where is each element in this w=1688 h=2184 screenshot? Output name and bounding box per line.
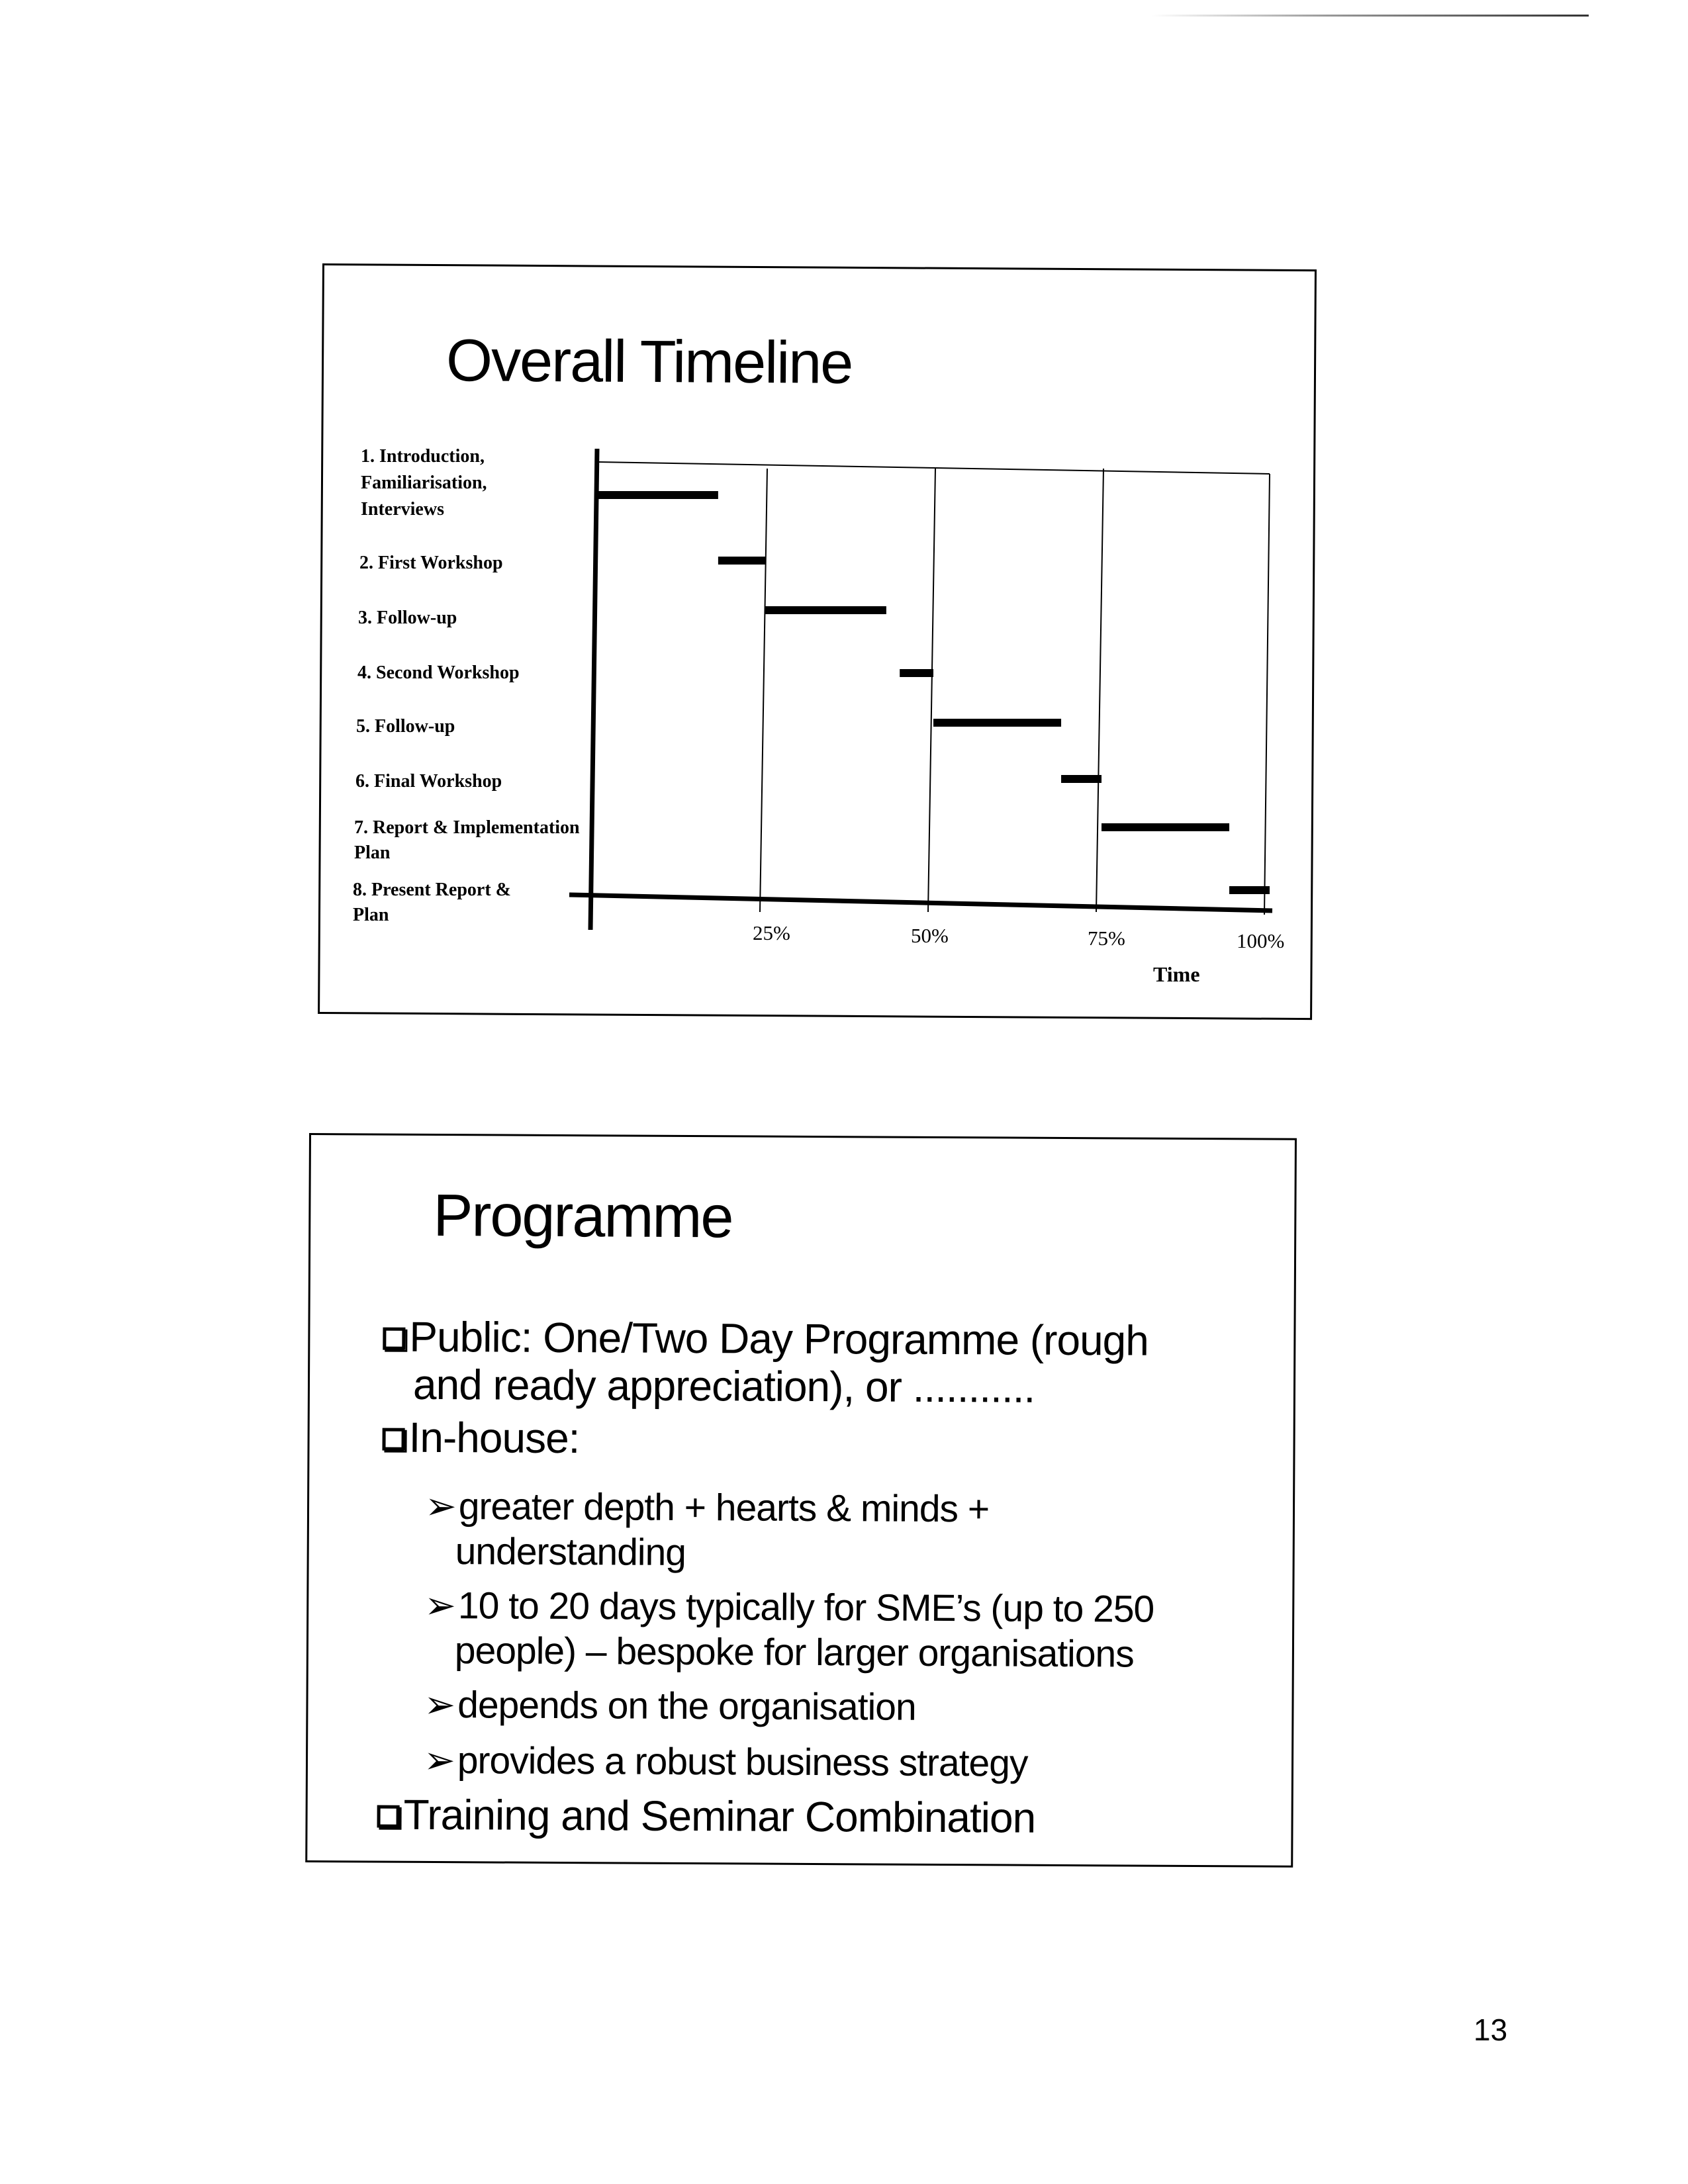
bullet-text: and ready appreciation), or ........... [412,1360,1035,1412]
task-label-line: Familiarisation, [361,473,487,493]
sub-bullet-4 [424,1738,1028,1786]
bullet-text: In-house: [408,1413,580,1463]
slide-title: Programme [433,1182,733,1251]
bullet-public [383,1313,1149,1412]
bullet-text: Public: One/Two Day Programme (rough [409,1312,1149,1365]
bullet-text: people) – bespoke for larger organisations [454,1629,1134,1676]
bullet-in-house [382,1414,579,1463]
checkbox-bullet-icon [382,1428,404,1451]
bullet-text: 10 to 20 days typically for SME’s (up to 250 [457,1584,1154,1631]
task-label-line: 1. Introduction, [361,446,485,467]
task-label-3: 3. Follow-up [358,608,457,628]
task-label-8 [353,878,511,928]
task-label-7 [354,815,580,866]
bullet-text: depends on the organisation [457,1684,916,1729]
x-axis-title: Time [1153,962,1200,986]
task-label-line: 7. Report & Implementation [354,817,580,838]
bullet-text: understanding [455,1530,686,1574]
checkbox-bullet-icon [383,1328,405,1350]
bullet-text: Training and Seminar Combination [403,1790,1036,1842]
task-label-2: 2. First Workshop [359,553,503,573]
task-label-line: 8. Present Report & [353,880,511,900]
sub-bullet-2 [424,1583,1154,1677]
page-number: 13 [1474,2013,1508,2047]
task-label-6: 6. Final Workshop [355,771,502,792]
slide-title: Overall Timeline [445,328,853,396]
task-label-line: Interviews [361,499,444,520]
sub-bullet-3 [424,1682,916,1730]
x-tick-25: 25% [753,921,790,944]
bullet-text: provides a robust business strategy [457,1739,1028,1785]
scan-artifact-line [1152,15,1589,17]
checkbox-bullet-icon [377,1805,400,1828]
x-tick-75: 75% [1088,927,1125,950]
bullet-text: greater depth + hearts & minds + [458,1485,990,1531]
task-label-1 [361,443,487,523]
arrow-bullet-icon: ➢ [424,1584,456,1627]
task-label-line: Plan [354,842,391,863]
arrow-bullet-icon: ➢ [423,1739,455,1782]
arrow-bullet-icon: ➢ [424,1683,455,1727]
arrow-bullet-icon: ➢ [424,1484,456,1528]
bullet-training [377,1791,1035,1842]
x-tick-100: 100% [1237,929,1285,952]
task-label-line: Plan [353,905,389,925]
task-label-4: 4. Second Workshop [357,662,520,683]
sub-bullet-1 [425,1484,990,1576]
slide-programme [305,1133,1297,1868]
task-label-5: 5. Follow-up [356,716,455,737]
x-tick-50: 50% [911,924,949,947]
